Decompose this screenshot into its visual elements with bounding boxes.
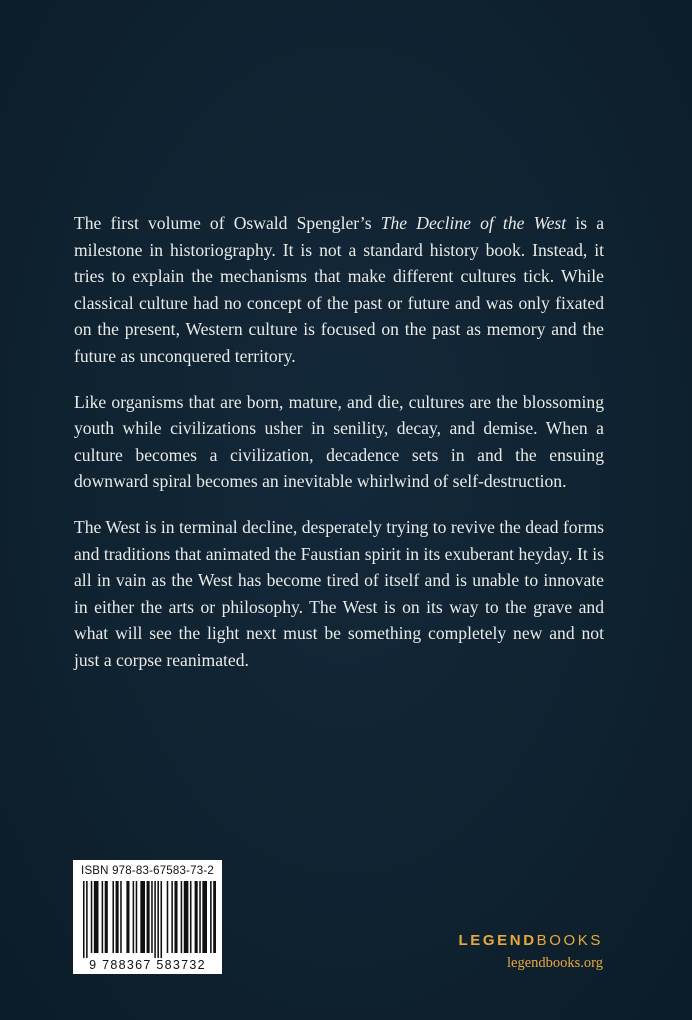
isbn-label: ISBN 978-83-67583-73-2 (81, 865, 214, 877)
barcode-bar (120, 881, 122, 953)
publisher-block (459, 932, 603, 972)
barcode-bar (161, 881, 163, 961)
isbn-barcode (73, 860, 222, 974)
barcode-bar (184, 881, 189, 953)
barcode-bar (126, 881, 129, 953)
barcode-bar (213, 881, 216, 953)
barcode-bar (147, 881, 150, 953)
barcode-bar (195, 881, 198, 953)
barcode-bar (136, 881, 138, 953)
blurb (74, 210, 604, 693)
book-title: The Decline of the West (380, 213, 567, 233)
barcode-digits: 9 788367 583732 (79, 958, 216, 972)
barcode-bar (105, 881, 108, 953)
barcode-bar (181, 881, 183, 953)
barcode-bar (133, 881, 135, 953)
barcode-bar (83, 881, 85, 961)
barcode-bar (210, 881, 212, 953)
barcode-bar (151, 881, 153, 953)
publisher-brand-light: BOOKS (536, 932, 603, 949)
barcode-bars (79, 881, 216, 961)
barcode-bar (94, 881, 99, 953)
barcode-bar (140, 881, 145, 953)
barcode-bar (86, 881, 88, 961)
blurb-paragraph-1 (74, 210, 604, 370)
barcode-bar (190, 881, 192, 953)
barcode-bar (116, 881, 119, 953)
barcode-bar (102, 881, 104, 953)
blurb-paragraph-3: The West is in terminal decline, desperately trying to revive the dead forms and traditions that animated the Faustian spirit in its exuberant heyday. It is all in vain as the West has become tired of itself and is unable to innovate in either the arts or philosophy. The West is on its way to the grave and what will see the light next must be something completely new and not just a corpse reanimated. (74, 516, 604, 670)
blurb-p1-after: is a milestone in historiography. It is not a standard history book. Instead, it tries to explain the mechanisms that make different cultures tick. While classical culture had no concept of the past or future and was only fixated on the present, Western culture is focused on the past as memory and the future as unconquered territory. (74, 213, 604, 366)
barcode-bar (154, 881, 156, 961)
blurb-p1-before: The first volume of Oswald Spengler’s (74, 213, 381, 233)
barcode-bar (157, 881, 159, 961)
barcode-bar (91, 881, 93, 953)
barcode-bar (167, 881, 169, 953)
publisher-website[interactable]: legendbooks.org (507, 955, 603, 971)
blurb-paragraph-2: Like organisms that are born, mature, and die, cultures are the blossoming youth while civilizations usher in senility, decay, and demise. When a culture becomes a civilization, decadence sets in and the ensuing downward spiral becomes an inevitable whirlwind of self-destruction. (74, 391, 604, 492)
barcode-bar (112, 881, 114, 953)
publisher-logo (459, 932, 603, 950)
barcode-bar (202, 881, 207, 953)
publisher-brand-bold: LEGEND (458, 932, 537, 949)
barcode-bar (174, 881, 177, 953)
barcode-bar (171, 881, 173, 953)
barcode-bar (199, 881, 201, 953)
